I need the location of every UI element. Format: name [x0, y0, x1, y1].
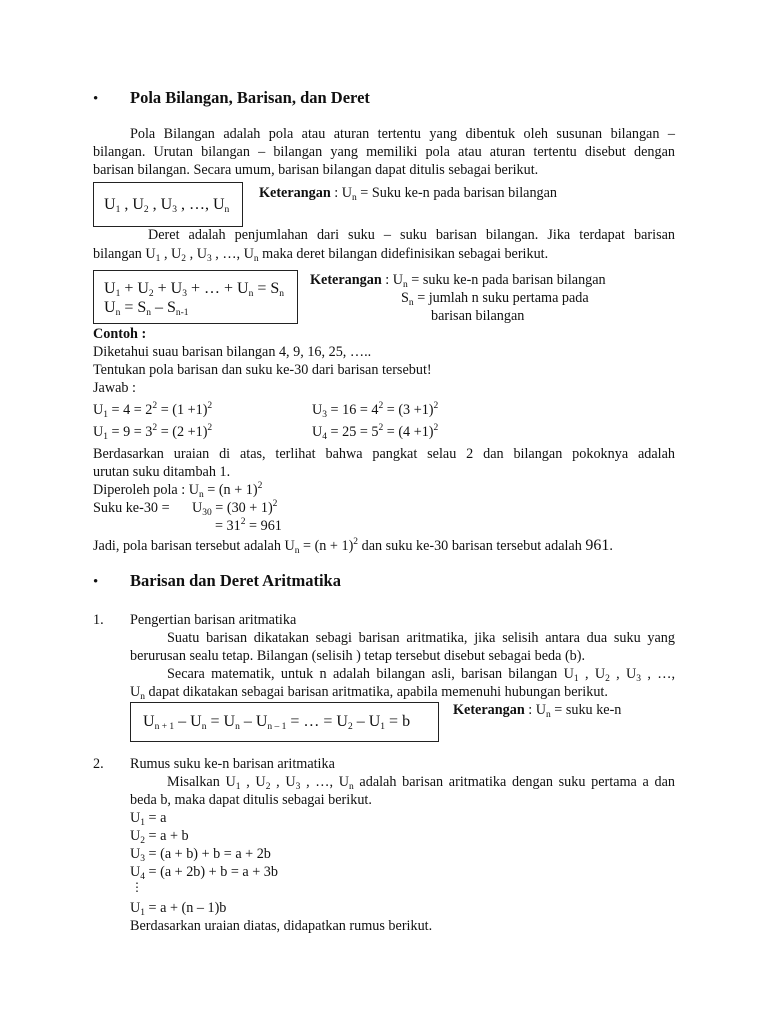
paragraph — [93, 125, 675, 161]
text-line: Berdasarkan uraian di atas, terlihat bahwa pangkat selau 2 dan bilangan pokoknya adalah — [93, 446, 675, 462]
list-item-title: Pengertian barisan aritmatika — [130, 612, 297, 628]
text-line: berurusan sealu tetap. Bilangan (selisih ) tetap tersebut disebut sebagai beda (b). — [130, 648, 586, 664]
note-text: : $U_n$ = Suku ke-n pada barisan bilangan — [330, 185, 558, 203]
bullet-marker: • — [93, 574, 99, 590]
text-line: bilangan. Urutan bilangan – bilangan yang memiliki pola atau aturan tertentu disebut dengan — [93, 144, 675, 160]
list-item-title: Rumus suku ke-n barisan aritmatika — [130, 756, 335, 772]
conclusion-line: Jadi, pola barisan tersebut adalah $U_n = (n + 1)^2$ dan suku ke-30 barisan tersebut adalah 961. — [93, 537, 613, 556]
keterangan-note — [453, 701, 621, 719]
equation: $U_{30} = (30 + 1)^2$ — [192, 499, 278, 518]
text-line: urutan suku ditambah 1. — [93, 464, 231, 480]
note-text: $S_n$ = jumlah n suku pertama pada — [401, 290, 589, 308]
text-line: Jawab : — [93, 380, 136, 396]
equation: $U_3 = 16 = 4^2 = (3 +1)^2$ — [312, 401, 439, 420]
equation: = $31^2 = 961$ — [215, 517, 282, 534]
bullet-marker: • — [93, 91, 99, 107]
text-line: bilangan $U_1$ , $U_2$ , $U_3$ , …, $U_n$ maka deret bilangan didefinisikan sebagai berikut. — [93, 246, 549, 264]
equation: $U_1 = 9 = 3^2 = (2 +1)^2$ — [93, 423, 213, 442]
paragraph — [130, 773, 675, 791]
equation: $U_1 = a$ — [130, 810, 167, 828]
equation: $U_3 = (a + b) + b = a + 2b$ — [130, 846, 271, 864]
text-line: barisan bilangan. Secara umum, barisan bilangan dapat ditulis sebagai berikut. — [93, 162, 539, 178]
formula-box — [130, 702, 439, 742]
text-line: $U_n$ dapat dikatakan sebagai barisan aritmatika, apabila memenuhi hubungan berikut. — [130, 684, 608, 702]
text-line: Suku ke-30 = — [93, 500, 170, 516]
equation: $U_4 = 25 = 5^2 = (4 +1)^2$ — [312, 423, 439, 442]
paragraph — [130, 665, 675, 683]
section-title: Barisan dan Deret Aritmatika — [130, 571, 341, 590]
keterangan-note — [259, 184, 557, 202]
note-text: barisan bilangan — [431, 308, 525, 324]
equation: $U_1 = 4 = 2^2 = (1 +1)^2$ — [93, 401, 213, 420]
keterangan-note — [310, 271, 606, 289]
text-line: Misalkan $U_1$ , $U_2$ , $U_3$ , …, $U_n$ adalah barisan aritmatika dengan suku pertama a dan — [167, 774, 676, 792]
text-line: Pola Bilangan adalah pola atau aturan tertentu yang dibentuk oleh susunan bilangan – — [130, 126, 675, 142]
text-line: Berdasarkan uraian diatas, didapatkan rumus berikut. — [130, 918, 433, 934]
section-title: Pola Bilangan, Barisan, dan Deret — [130, 88, 370, 107]
formula-box — [93, 270, 298, 324]
keterangan-label: Keterangan — [453, 702, 525, 718]
equation: $U_4 = (a + 2b) + b = a + 3b$ — [130, 864, 278, 882]
list-number: 1. — [93, 612, 104, 628]
formula: $U_1 + U_2 + U_3$ + … + $U_n = S_n$ — [104, 280, 284, 299]
paragraph — [130, 629, 675, 647]
formula-box — [93, 182, 243, 227]
equation: $U_2 = a + b$ — [130, 828, 189, 846]
formula: $U_{n + 1} - U_n = U_n - U_{n - 1}$ = … = $U_2 - U_1 = b$ — [143, 713, 411, 732]
text-line: beda b, maka dapat ditulis sebagai berikut. — [130, 792, 372, 808]
paragraph — [93, 226, 675, 244]
paragraph — [93, 445, 675, 463]
note-text: : $U_n$ = suku ke-n pada barisan bilangan — [381, 272, 606, 290]
list-number: 2. — [93, 756, 104, 772]
formula: $U_1$ , $U_2$ , $U_3$ , …, $U_n$ — [104, 196, 230, 215]
formula: $U_n = S_n - S_{n-1}$ — [104, 299, 189, 318]
text-line: Secara matematik, untuk n adalah bilangan asli, barisan bilangan $U_1$ , $U_2$ , $U_3$ , …, — [167, 666, 675, 684]
vertical-ellipsis: ⋮ — [131, 880, 143, 894]
note-text: : $U_n$ = suku ke-n — [524, 702, 622, 720]
contoh-label: Contoh : — [93, 326, 147, 342]
keterangan-label: Keterangan — [259, 185, 331, 201]
equation: Diperoleh pola : $U_n = (n + 1)^2$ — [93, 481, 263, 500]
text-line: Suatu barisan dikatakan sebagi barisan aritmatika, jika selisih antara dua suku yang — [167, 630, 675, 646]
text-line: Diketahui suau barisan bilangan 4, 9, 16, 25, ….. — [93, 344, 372, 360]
text-line: Tentukan pola barisan dan suku ke-30 dari barisan tersebut! — [93, 362, 432, 378]
equation: $U_1 = a + (n - 1)b$ — [130, 900, 227, 918]
keterangan-label: Keterangan — [310, 272, 382, 288]
text-line: Deret adalah penjumlahan dari suku – suku barisan bilangan. Jika terdapat barisan — [148, 227, 675, 243]
